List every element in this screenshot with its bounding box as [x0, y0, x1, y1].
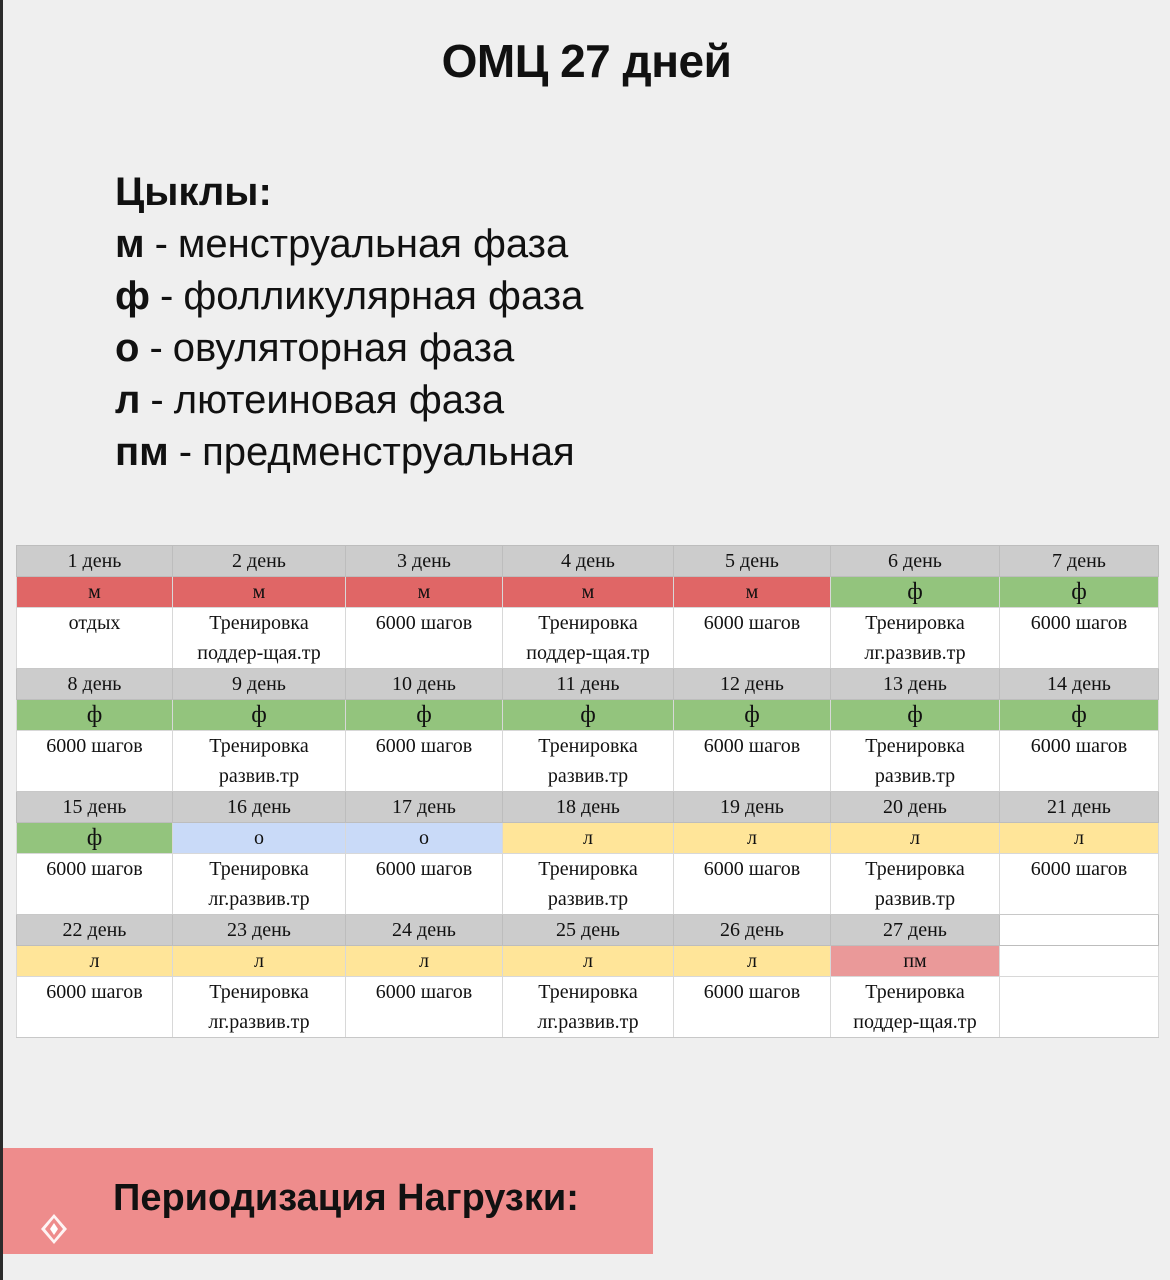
day-label: 16 день: [173, 792, 346, 823]
activity-cell: 6000 шагов: [1000, 608, 1159, 639]
activity-cell: 6000 шагов: [346, 854, 503, 885]
activity-detail: поддер-щая.тр: [831, 1007, 1000, 1038]
legend-separator: -: [160, 274, 174, 318]
phase-cell: л: [503, 946, 674, 977]
activity-cell: Тренировка: [173, 854, 346, 885]
day-label: 20 день: [831, 792, 1000, 823]
schedule-body: [17, 546, 1159, 1038]
phase-cell: ф: [173, 700, 346, 731]
legend-text: фолликулярная фаза: [183, 274, 584, 318]
phase-cell: м: [17, 577, 173, 608]
activity-cell: Тренировка: [831, 608, 1000, 639]
footer-banner: [3, 1148, 653, 1254]
phase-cell: ф: [674, 700, 831, 731]
phase-cell: ф: [17, 700, 173, 731]
day-label: 12 день: [674, 669, 831, 700]
phase-cell: м: [346, 577, 503, 608]
activity-cell: Тренировка: [173, 608, 346, 639]
activity-cell: Тренировка: [173, 977, 346, 1008]
activity-cell: 6000 шагов: [674, 608, 831, 639]
legend-item-menstrual: [115, 218, 583, 270]
week-2-day-row: [17, 669, 1159, 700]
activity-detail: [674, 1007, 831, 1038]
phase-cell: м: [674, 577, 831, 608]
activity-cell: Тренировка: [503, 608, 674, 639]
activity-detail: развив.тр: [173, 761, 346, 792]
cycle-schedule-table: [16, 545, 1159, 1038]
day-label: 19 день: [674, 792, 831, 823]
legend-separator: -: [150, 378, 164, 422]
phase-cell: л: [17, 946, 173, 977]
activity-detail: поддер-щая.тр: [503, 638, 674, 669]
activity-cell: 6000 шагов: [674, 731, 831, 762]
phase-cell: л: [674, 946, 831, 977]
activity-detail: [17, 761, 173, 792]
day-label: 3 день: [346, 546, 503, 577]
phase-cell: ф: [17, 823, 173, 854]
day-label: 27 день: [831, 915, 1000, 946]
phase-cell: л: [1000, 823, 1159, 854]
phase-cell: л: [503, 823, 674, 854]
diamond-logo-icon: [39, 1213, 69, 1245]
activity-cell: 6000 шагов: [674, 854, 831, 885]
activity-detail: развив.тр: [503, 884, 674, 915]
legend-item-premenstrual: [115, 426, 583, 478]
legend-key: о: [115, 326, 140, 370]
legend-text: овуляторная фаза: [172, 326, 515, 370]
activity-detail: [1000, 884, 1159, 915]
day-label: 8 день: [17, 669, 173, 700]
phase-cell: ф: [503, 700, 674, 731]
week-4-phase-row: [17, 946, 1159, 977]
activity-detail: лг.развив.тр: [503, 1007, 674, 1038]
activity-detail: развив.тр: [831, 761, 1000, 792]
week-3-day-row: [17, 792, 1159, 823]
activity-detail: [346, 638, 503, 669]
day-label: 4 день: [503, 546, 674, 577]
phase-cell: л: [831, 823, 1000, 854]
day-label: 24 день: [346, 915, 503, 946]
week-1-sub-row: [17, 638, 1159, 669]
day-label: 5 день: [674, 546, 831, 577]
activity-cell: Тренировка: [503, 854, 674, 885]
activity-cell: 6000 шагов: [346, 608, 503, 639]
activity-cell: отдых: [17, 608, 173, 639]
legend-separator: -: [149, 326, 163, 370]
cycle-legend: [115, 166, 583, 478]
day-label: 7 день: [1000, 546, 1159, 577]
activity-cell: 6000 шагов: [674, 977, 831, 1008]
legend-item-follicular: [115, 270, 583, 322]
activity-detail: [674, 884, 831, 915]
activity-detail: лг.развив.тр: [173, 884, 346, 915]
phase-cell: ф: [831, 700, 1000, 731]
legend-key: ф: [115, 274, 150, 318]
day-label: 13 день: [831, 669, 1000, 700]
activity-detail: [17, 638, 173, 669]
activity-cell: 6000 шагов: [1000, 731, 1159, 762]
week-4-day-row: [17, 915, 1159, 946]
phase-cell: ф: [831, 577, 1000, 608]
week-3-sub-row: [17, 884, 1159, 915]
week-3-act-row: [17, 854, 1159, 885]
phase-cell: о: [346, 823, 503, 854]
activity-detail: поддер-щая.тр: [173, 638, 346, 669]
legend-key: л: [115, 378, 141, 422]
day-label: 26 день: [674, 915, 831, 946]
activity-detail: [17, 884, 173, 915]
day-label: 15 день: [17, 792, 173, 823]
day-label: 21 день: [1000, 792, 1159, 823]
legend-item-ovulatory: [115, 322, 583, 374]
activity-detail: [346, 1007, 503, 1038]
day-label: 11 день: [503, 669, 674, 700]
day-label: 2 день: [173, 546, 346, 577]
activity-cell: Тренировка: [831, 731, 1000, 762]
phase-cell: пм: [831, 946, 1000, 977]
activity-cell: Тренировка: [503, 731, 674, 762]
page-title: ОМЦ 27 дней: [441, 35, 732, 87]
day-label: 23 день: [173, 915, 346, 946]
activity-detail: лг.развив.тр: [831, 638, 1000, 669]
week-3-phase-row: [17, 823, 1159, 854]
phase-cell: л: [346, 946, 503, 977]
week-4-act-row: [17, 977, 1159, 1008]
day-label: 6 день: [831, 546, 1000, 577]
week-1-act-row: [17, 608, 1159, 639]
activity-detail: [674, 761, 831, 792]
activity-cell: Тренировка: [173, 731, 346, 762]
phase-cell: о: [173, 823, 346, 854]
activity-detail: [1000, 761, 1159, 792]
phase-cell: м: [173, 577, 346, 608]
phase-cell: ф: [346, 700, 503, 731]
activity-detail: [674, 638, 831, 669]
activity-detail: [1000, 1007, 1159, 1038]
activity-cell: 6000 шагов: [346, 977, 503, 1008]
day-label: 14 день: [1000, 669, 1159, 700]
day-label: 25 день: [503, 915, 674, 946]
phase-cell: ф: [1000, 577, 1159, 608]
activity-detail: [346, 761, 503, 792]
day-label: 18 день: [503, 792, 674, 823]
week-4-sub-row: [17, 1007, 1159, 1038]
legend-separator: -: [154, 222, 168, 266]
day-label: 10 день: [346, 669, 503, 700]
week-1-day-row: [17, 546, 1159, 577]
activity-detail: [1000, 638, 1159, 669]
phase-cell: л: [674, 823, 831, 854]
legend-key: м: [115, 222, 145, 266]
activity-detail: лг.развив.тр: [173, 1007, 346, 1038]
week-2-phase-row: [17, 700, 1159, 731]
activity-detail: [17, 1007, 173, 1038]
week-2-act-row: [17, 731, 1159, 762]
activity-detail: развив.тр: [503, 761, 674, 792]
footer-heading: Периодизация Нагрузки:: [113, 1177, 579, 1219]
activity-cell: 6000 шагов: [17, 731, 173, 762]
activity-cell: [1000, 977, 1159, 1008]
legend-separator: -: [178, 430, 193, 474]
week-2-sub-row: [17, 761, 1159, 792]
activity-cell: 6000 шагов: [17, 977, 173, 1008]
phase-cell: л: [173, 946, 346, 977]
activity-detail: [346, 884, 503, 915]
activity-cell: 6000 шагов: [17, 854, 173, 885]
day-label: 9 день: [173, 669, 346, 700]
legend-text: предменструальная: [202, 430, 575, 474]
day-label: 22 день: [17, 915, 173, 946]
activity-cell: Тренировка: [831, 977, 1000, 1008]
activity-cell: 6000 шагов: [1000, 854, 1159, 885]
legend-key: пм: [115, 430, 169, 474]
phase-cell: ф: [1000, 700, 1159, 731]
week-1-phase-row: [17, 577, 1159, 608]
phase-cell: [1000, 946, 1159, 977]
activity-detail: развив.тр: [831, 884, 1000, 915]
legend-heading: Цыклы:: [115, 170, 272, 214]
legend-text: лютеиновая фаза: [173, 378, 505, 422]
legend-text: менструальная фаза: [177, 222, 569, 266]
activity-cell: Тренировка: [503, 977, 674, 1008]
activity-cell: Тренировка: [831, 854, 1000, 885]
day-label: 17 день: [346, 792, 503, 823]
activity-cell: 6000 шагов: [346, 731, 503, 762]
day-label: 1 день: [17, 546, 173, 577]
legend-item-luteal: [115, 374, 583, 426]
phase-cell: м: [503, 577, 674, 608]
day-label: [1000, 915, 1159, 946]
